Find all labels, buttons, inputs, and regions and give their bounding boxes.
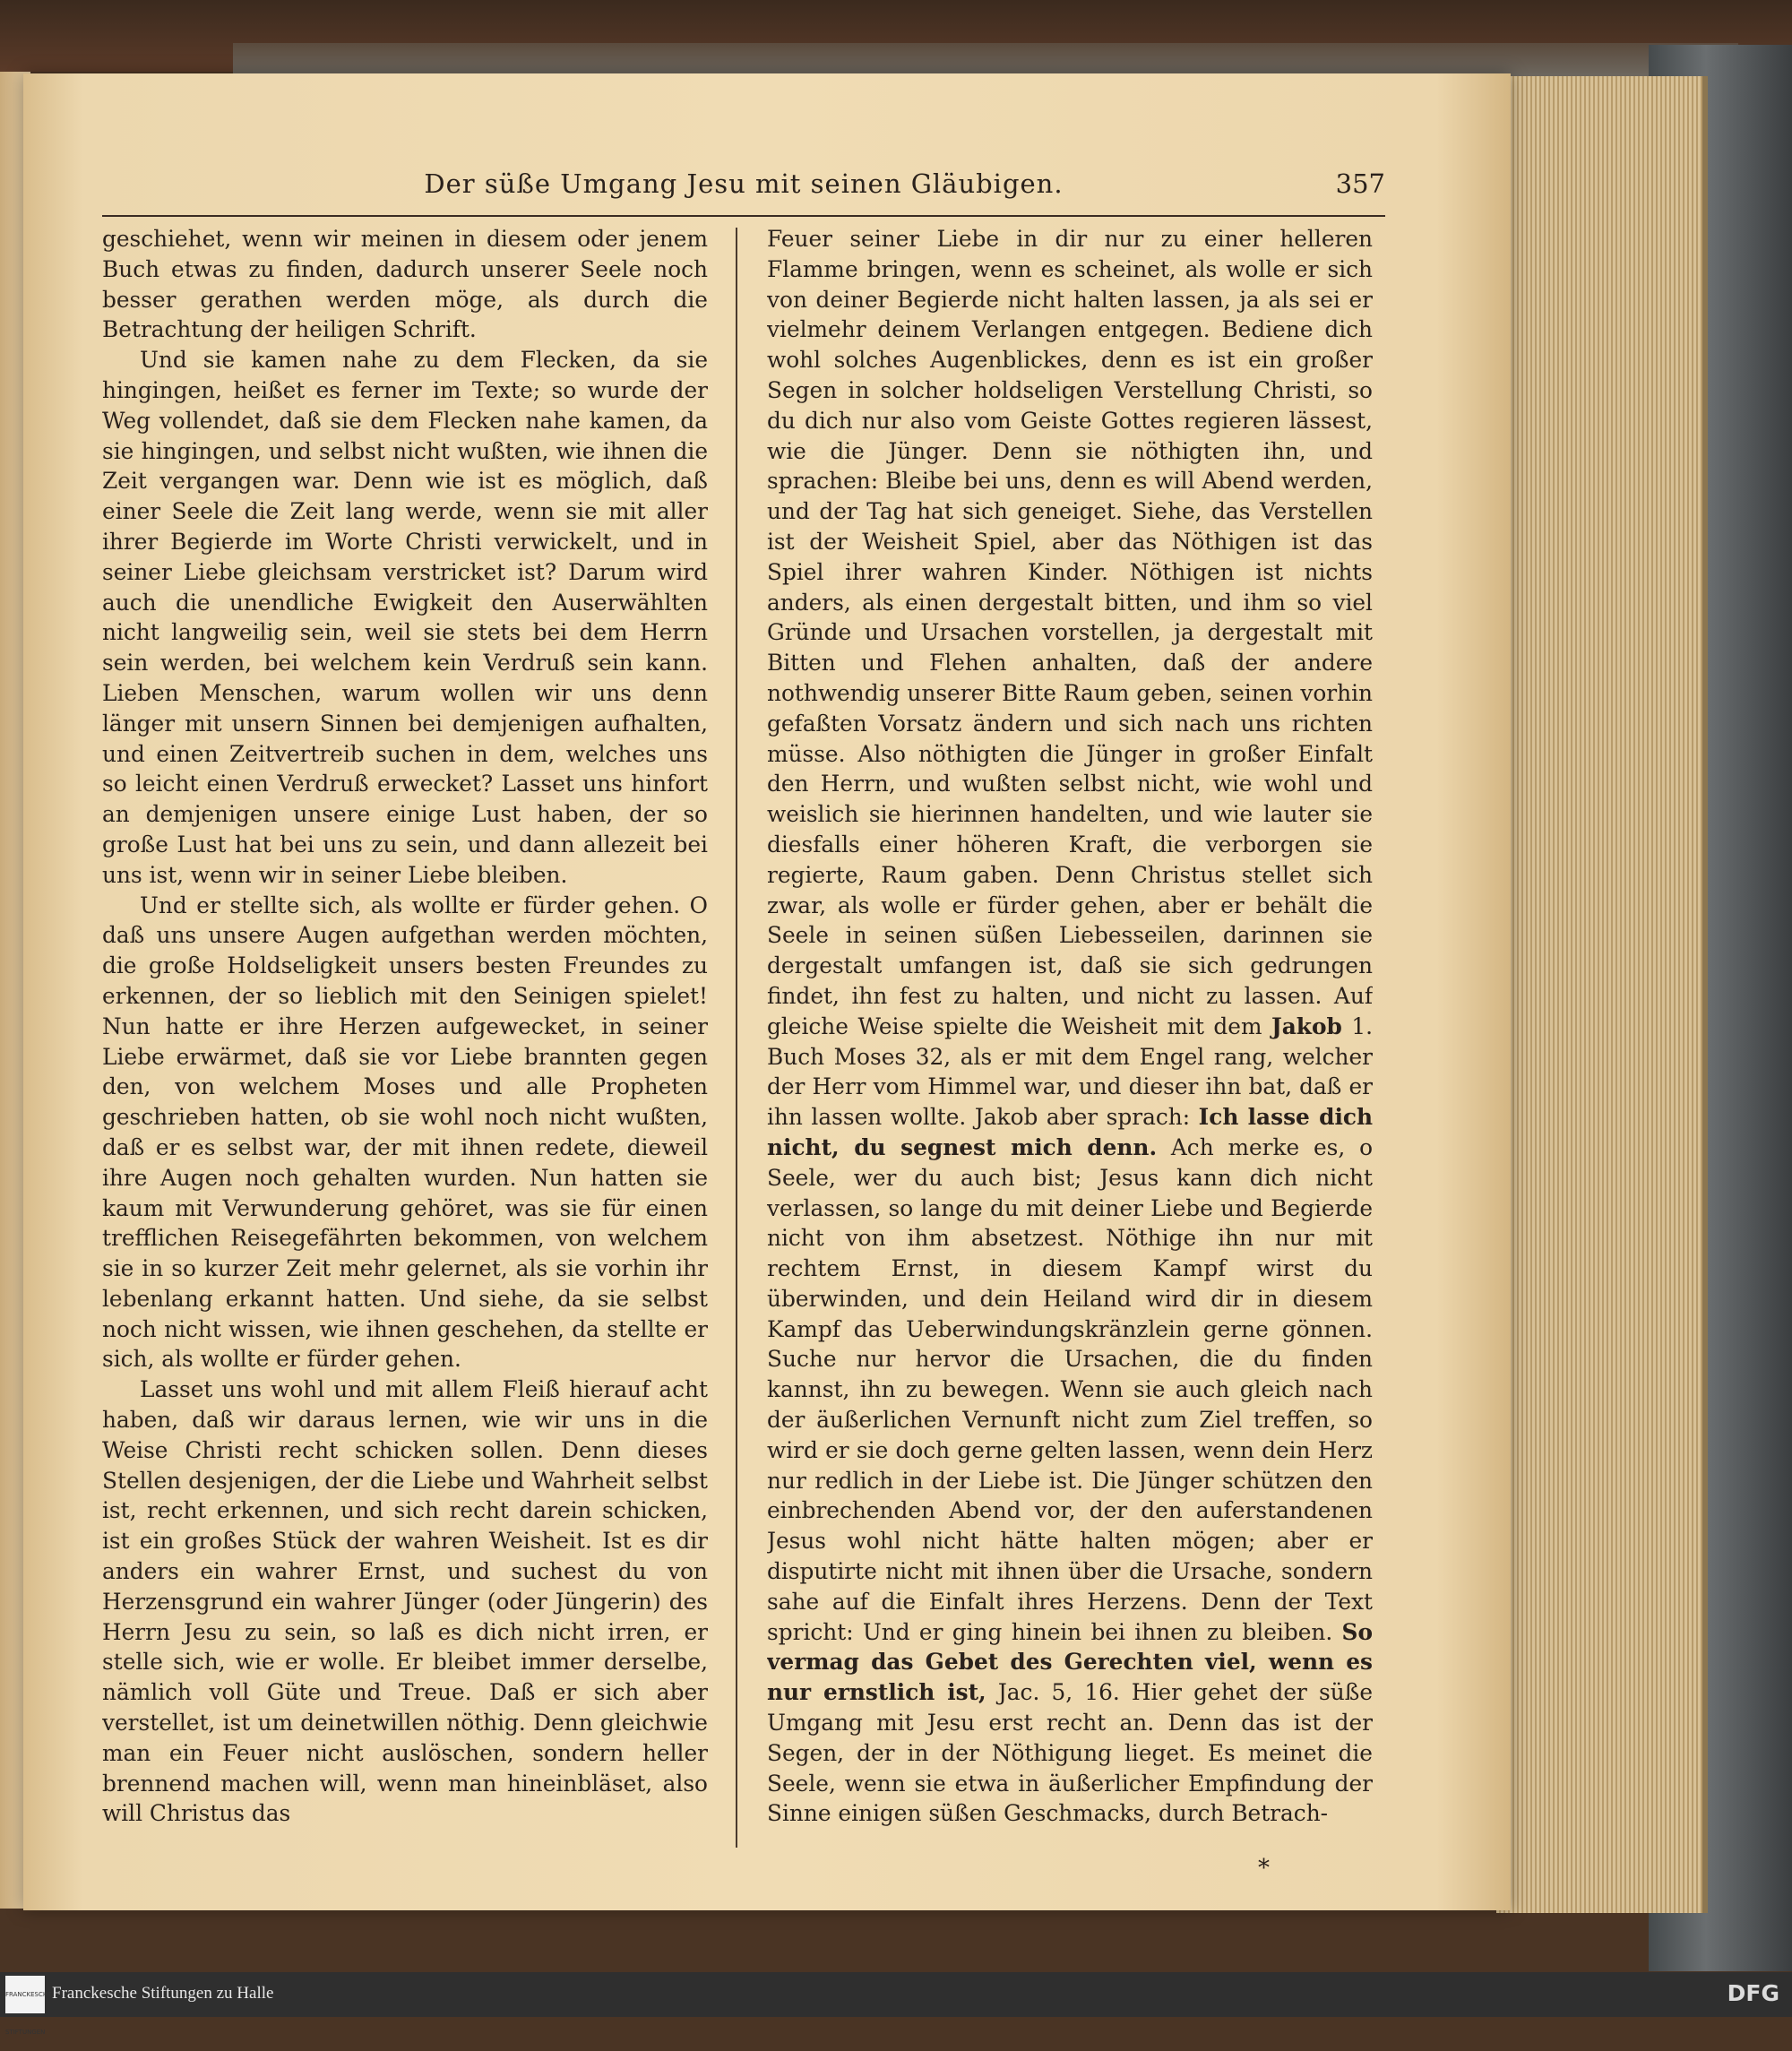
- institution-name[interactable]: Franckesche Stiftungen zu Halle: [52, 1984, 274, 2003]
- paragraph: Lasset uns wohl und mit allem Fleiß hierauf acht haben, daß wir daraus lernen, wie wir uns in die Weise Christi recht schicken sollen. Denn dieses Stellen desjenigen, der die Liebe und Wahrheit selbst ist, recht erkennen, und sich recht darein schicken, ist ein großes Stück der wahren Weisheit. Ist es dir anders ein wahrer Ernst, und suchest du von Herzensgrund ein wahrer Jünger (oder Jüngerin) des Herrn Jesu zu sein, so laß es dich nicht irren, er stelle sich, wie er wolle. Er bleibet immer derselbe, nämlich voll Güte und Treue. Daß er sich aber verstellet, ist um deinetwillen nöthig. Denn gleichwie man ein Feuer nicht auslöschen, sondern heller brennend machen will, wenn man hineinbläset, also will Christus das: [102, 1376, 708, 1827]
- text-run: Feuer seiner Liebe in dir nur zu einer helleren Flamme bringen, wenn es scheinet, als wolle er sich von deiner Begierde nicht halten lassen, ja als sei er vielmehr deinem Verlangen entgegen. Bediene dich wohl solches Augenblickes, denn es ist ein großer Segen in solcher holdseligen Verstellung Christi, so du dich nur also vom Geiste Gottes regieren lässest, wie die Jünger. Denn sie nöthigten ihn, und sprachen: Bleibe bei uns, denn es will Abend werden, und der Tag hat sich geneiget. Siehe, das Verstellen ist der Weisheit Spiel, aber das Nöthigen ist das Spiel ihrer wahren Kinder. Nöthigen ist nichts anders, als einen dergestalt bitten, und ihm so viel Gründe und Ursachen vorstellen, ja dergestalt mit Bitten und Flehen anhalten, daß der andere nothwendig unserer Bitte Raum geben, seinen vorhin gefaßten Vorsatz ändern und sich nach uns richten müsse. Also nöthigten die Jünger in großer Einfalt den Herrn, und wußten selbst nicht, wie wohl und weislich sie hierinnen handelten, und wie lauter sie diesfalls einer höheren Kraft, die verborgen sie regierte, Raum gaben. Denn Christus stellet sich zwar, als wolle er fürder gehen, aber er behält die Seele in seinen süßen Liebesseilen, darinnen sie dergestalt umfangen ist, daß sie sich gedrungen findet, ihn fest zu halten, und nicht zu lassen. Auf gleiche Weise spielte die Weisheit mit dem: [767, 226, 1373, 1039]
- page-number: 357: [1335, 168, 1385, 199]
- paragraph: Und sie kamen nahe zu dem Flecken, da sie hingingen, heißet es ferner im Texte; so wurde der Weg vollendet, daß sie dem Flecken nahe kamen, da sie hingingen, und selbst nicht wußten, wie ihnen die Zeit vergangen war. Denn wie ist es möglich, daß einer Seele die Zeit lang werde, wenn sie mit aller ihrer Begierde im Worte Christi verwickelt, und in seiner Liebe gleichsam verstricket ist? Darum wird auch die unendliche Ewigkeit den Auserwählten nicht langweilig sein, weil sie stets bei dem Herrn sein werden, bei welchem kein Verdruß sein kann. Lieben Menschen, warum wollen wir uns denn länger mit unsern Sinnen bei demjenigen aufhalten, und einen Zeitvertreib suchen in dem, welches uns so leicht einen Verdruß erwecket? Lasset uns hinfort an demjenigen unsere einige Lust haben, der so große Lust hat bei uns zu sein, und dann allezeit bei uns ist, wenn wir in seiner Liebe bleiben.: [102, 347, 708, 888]
- signature-mark: *: [1258, 1855, 1270, 1882]
- emphasis-name: Jakob: [1271, 1013, 1342, 1039]
- book-page: [23, 73, 1511, 1910]
- text-run: Jac. 5, 16. Hier gehet der süße Umgang mit Jesu erst recht an. Denn das ist der Segen, der in der Nöthigung lieget. Es meinet die Seele, wenn sie etwa in äußerlicher Empfindung der Sinne einigen süßen Geschmacks, durch Betrach-: [767, 1679, 1373, 1827]
- text-run: 1. Buch Moses 32, als er mit dem Engel rang, welcher der Herr vom Himmel war, und dieser ihn bat, daß er ihn lassen wollte. Jakob aber sprach:: [767, 1013, 1373, 1131]
- paragraph: geschiehet, wenn wir meinen in diesem oder jenem Buch etwas zu finden, dadurch unserer Seele noch besser gerathen werden möge, als durch die Betrachtung der heiligen Schrift.: [102, 226, 708, 343]
- text-run: Ach merke es, o Seele, wer du auch bist; Jesus kann dich nicht verlassen, so lange du mit deiner Liebe und Begierde nicht von ihm absetzest. Nöthige ihn nur mit rechtem Ernst, in diesem Kampf wirst du überwinden, und dein Heiland wird dir in diesem Kampf das Ueberwindungskränzlein gerne gönnen. Suche nur hervor die Ursachen, die du finden kannst, ihn zu bewegen. Wenn sie auch gleich nach der äußerlichen Vernunft nicht zum Ziel treffen, so wird er sie doch gerne gelten lassen, wenn dein Herz nur redlich in der Liebe ist. Die Jünger schützen den einbrechenden Abend vor, der den auferstandenen Jesus wohl nicht hätte halten mögen; aber er disputirte nicht mit ihnen über die Ursache, sondern sahe auf die Einfalt ihres Herzens. Denn der Text spricht: Und er ging hinein bei ihnen zu bleiben.: [767, 1133, 1373, 1645]
- page-stack-edges: [1496, 76, 1708, 1913]
- viewer-footer: [0, 1972, 1792, 2036]
- page-header: [102, 161, 1385, 217]
- emphasis-quote: So vermag das Gebet des Gerechten viel, wenn es nur ernstlich ist,: [767, 1618, 1373, 1706]
- paragraph: [767, 224, 1373, 1829]
- dfg-logo[interactable]: DFG: [1727, 1980, 1779, 2006]
- institution-logo[interactable]: FRANCKESCHE STIFTUNGEN: [5, 1976, 45, 2013]
- right-column: [767, 224, 1373, 1855]
- column-divider: [736, 228, 737, 1848]
- running-title: Der süße Umgang Jesu mit seinen Gläubigen.: [424, 168, 1064, 199]
- left-column: [102, 224, 708, 1855]
- emphasis-quote: Ich lasse dich nicht, du segnest mich denn.: [767, 1104, 1373, 1160]
- paragraph: Und er stellte sich, als wollte er fürder gehen. O daß uns unsere Augen aufgethan werden möchten, die große Holdseligkeit unsers besten Freundes zu erkennen, der so lieblich mit den Seinigen spielet! Nun hatte er ihre Herzen aufgewecket, in seiner Liebe erwärmet, daß sie vor Liebe brannten gegen den, von welchem Moses und alle Propheten geschrieben hatten, ob sie wohl noch nicht wußten, daß er es selbst war, der mit ihnen redete, dieweil ihre Augen noch gehalten wurden. Nun hatten sie kaum mit Verwunderung gehöret, was sie für einen trefflichen Reisegefährten bekommen, von welchem sie in so kurzer Zeit mehr gelernet, als sie vorhin ihr lebenlang erkannt hatten. Und siehe, da sie selbst noch nicht wissen, wie ihnen geschehen, da stellte er sich, als wollte er fürder gehen.: [102, 892, 708, 1373]
